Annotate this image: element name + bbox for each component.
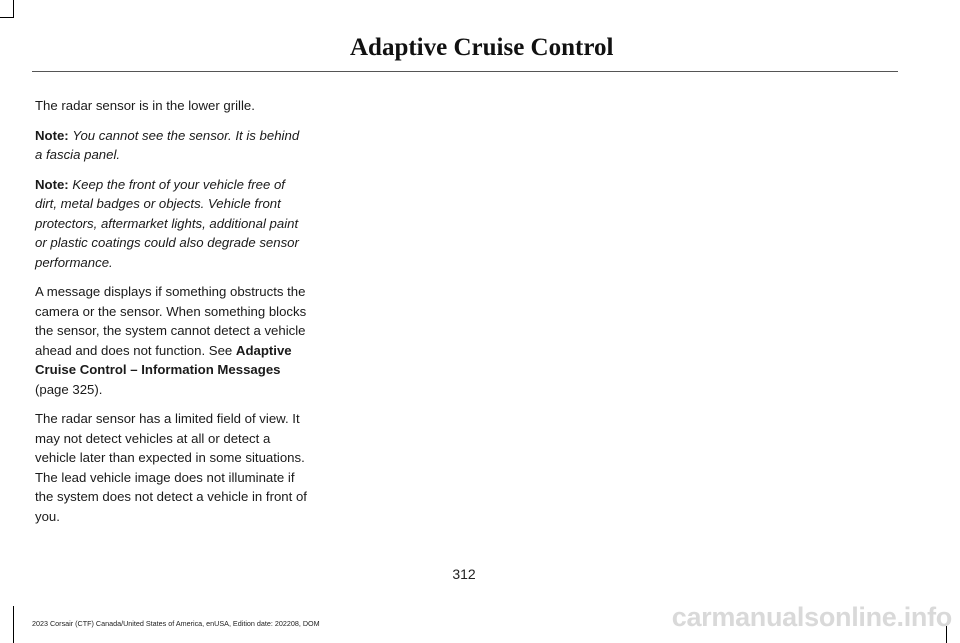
- note-label: Note:: [35, 127, 69, 143]
- note-text: You cannot see the sensor. It is behind a fascia panel.: [35, 127, 300, 162]
- note-sensor-hidden: [35, 126, 309, 165]
- note-text: Keep the front of your vehicle free of dirt, metal badges or objects. Vehicle front protectors, aftermarket lights, additional paint or plastic coatings could also degrade sensor performance.: [35, 176, 299, 270]
- header-divider: [32, 71, 898, 72]
- paragraph-obstruction-message: [35, 282, 309, 399]
- page-number: 312: [452, 566, 476, 582]
- edition-footer: 2023 Corsair (CTF) Canada/United States of America, enUSA, Edition date: 202208, DOM: [32, 619, 320, 628]
- section-title: Adaptive Cruise Control: [350, 34, 614, 61]
- crop-mark-bottom-left-vertical: [13, 606, 14, 643]
- note-label: Note:: [35, 176, 69, 192]
- paragraph-text: A message displays if something obstructs the camera or the sensor. When something blocks the sensor, the system cannot detect a vehicle ahead and does not function. See: [35, 284, 307, 358]
- paragraph-field-of-view: The radar sensor has a limited field of view. It may not detect vehicles at all or detect a vehicle later than expected in some situations. The lead vehicle image does not illuminate if the system does not detect a vehicle in front of you.: [35, 411, 307, 524]
- watermark: carmanualsonline.info: [671, 602, 952, 632]
- page-reference: (page 325).: [35, 381, 103, 397]
- note-keep-clean: [35, 175, 309, 273]
- crop-mark-top-left-vertical: [13, 0, 14, 17]
- body-column: [35, 96, 309, 536]
- cross-reference-link[interactable]: Adaptive Cruise Control – Information Messages: [35, 342, 292, 377]
- paragraph-radar-location: The radar sensor is in the lower grille.: [35, 98, 255, 113]
- crop-mark-top-left-horizontal: [0, 17, 14, 18]
